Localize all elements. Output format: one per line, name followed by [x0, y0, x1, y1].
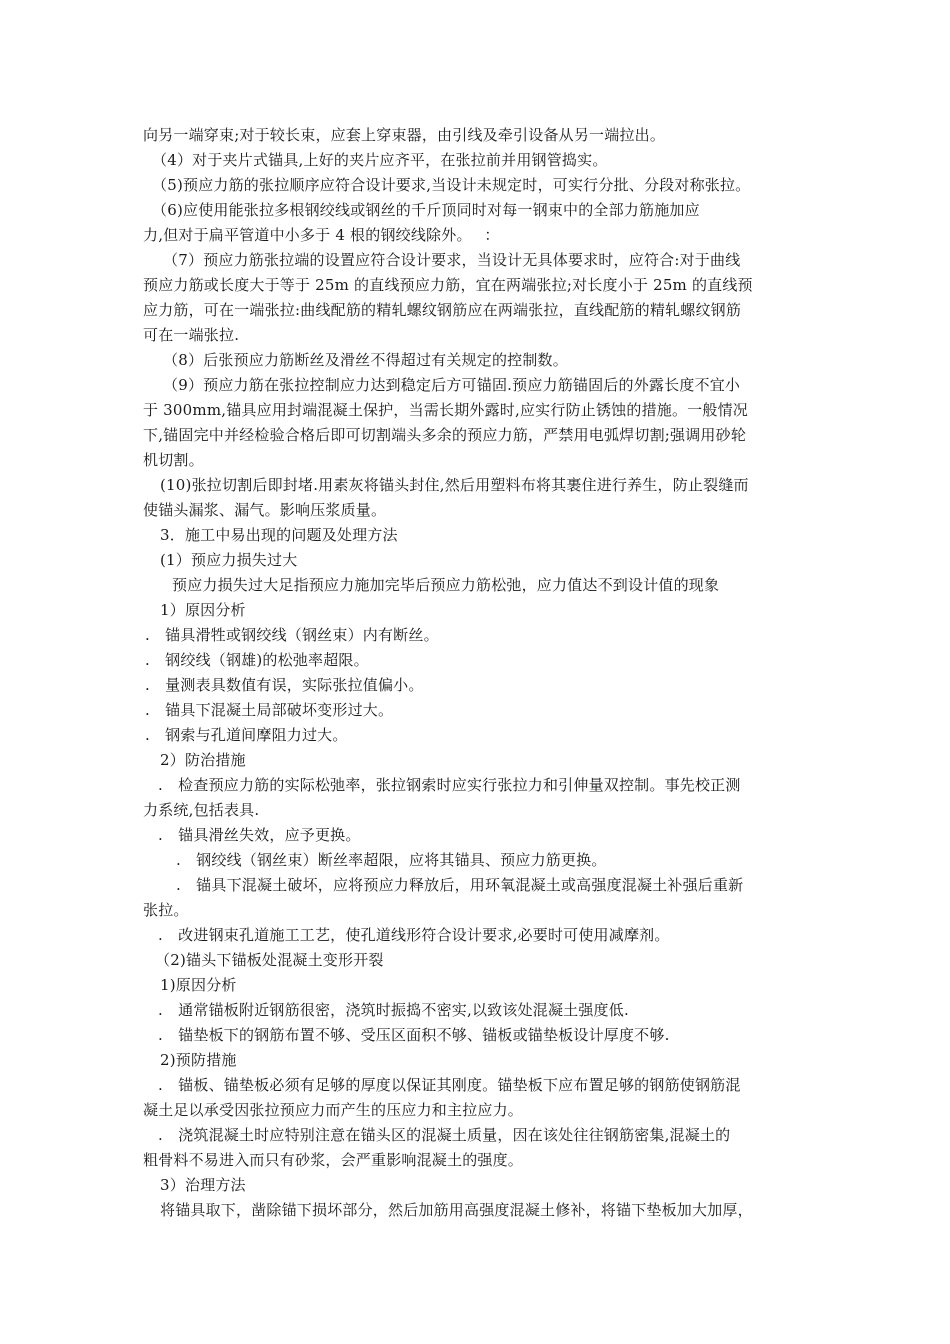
list-item: . 钢绞线（钢雄)的松弛率超限。 — [145, 651, 369, 669]
text-line: 应力筋，可在一端张拉:曲线配筋的精轧螺纹钢筋应在两端张拉，直线配筋的精轧螺纹钢筋 — [143, 301, 742, 319]
subsection-heading: 2)预防措施 — [160, 1051, 237, 1069]
text-line: （8）后张预应力筋断丝及滑丝不得超过有关规定的控制数。 — [163, 351, 568, 369]
subsection-heading: (1）预应力损失过大 — [160, 551, 298, 569]
list-item: . 锚板、锚垫板必须有足够的厚度以保证其刚度。锚垫板下应布置足够的钢筋使钢筋混 — [158, 1076, 741, 1094]
text-line: 机切割。 — [143, 451, 204, 469]
subsection-heading: （2)锚头下锚板处混凝土变形开裂 — [155, 951, 384, 969]
text-line: 粗骨料不易进入而只有砂浆，会严重影响混凝土的强度。 — [143, 1151, 524, 1169]
text-line: 向另一端穿束;对于较长束，应套上穿束器，由引线及牵引设备从另一端拉出。 — [143, 126, 666, 144]
list-item: . 钢绞线（钢丝束）断丝率超限，应将其锚具、预应力筋更换。 — [176, 851, 607, 869]
list-item: . 锚具滑牲或钢绞线（钢丝束）内有断丝。 — [145, 626, 439, 644]
list-item: . 改进钢束孔道施工工艺，使孔道线形符合设计要求,必要时可使用减摩剂。 — [158, 926, 670, 944]
list-item: . 通常锚板附近钢筋很密，浇筑时振捣不密实,以致该处混凝土强度低. — [158, 1001, 629, 1019]
subsection-heading: 2）防治措施 — [160, 751, 246, 769]
list-item: . 检查预应力筋的实际松弛率，张拉钢索时应实行张拉力和引伸量双控制。事先校正测 — [158, 776, 741, 794]
subsection-heading: 1)原因分析 — [160, 976, 237, 994]
text-line: 可在一端张拉. — [143, 326, 240, 344]
list-item: . 钢索与孔道间摩阻力过大。 — [145, 726, 348, 744]
section-heading: 3．施工中易出现的问题及处理方法 — [160, 526, 398, 544]
list-item: . 锚具滑丝失效，应予更换。 — [158, 826, 361, 844]
text-line: （7）预应力筋张拉端的设置应符合设计要求，当设计无具体要求时，应符合:对于曲线 — [163, 251, 741, 269]
text-line: 使锚头漏浆、漏气。影响压浆质量。 — [143, 501, 387, 519]
text-line: 预应力损失过大足指预应力施加完毕后预应力筋松弛，应力值达不到设计值的现象 — [172, 576, 720, 594]
text-line: 力系统,包括表具. — [143, 801, 260, 819]
subsection-heading: 3）治理方法 — [160, 1176, 246, 1194]
text-line: 下,锚固完中并经检验合格后即可切割端头多余的预应力筋，严禁用电弧焊切割;强调用砂轮 — [143, 426, 747, 444]
list-item: . 量测表具数值有误，实际张拉值偏小。 — [145, 676, 424, 694]
text-line: （5)预应力筋的张拉顺序应符合设计要求,当设计未规定时，可实行分批、分段对称张拉。 — [152, 176, 751, 194]
text-line: （4）对于夹片式锚具,上好的夹片应齐平，在张拉前并用钢管捣实。 — [152, 151, 608, 169]
text-line: 张拉。 — [143, 901, 189, 919]
text-line: （6)应使用能张拉多根钢绞线或钢丝的千斤顶同时对每一钢束中的全部力筋施加应 — [152, 201, 700, 219]
text-line: 于 300mm,锚具应用封端混凝土保护，当需长期外露时,应实行防止锈蚀的措施。一般情况 — [143, 401, 748, 419]
text-line: 预应力筋或长度大于等于 25m 的直线预应力筋，宜在两端张拉;对长度小于 25m 的直线预 — [143, 276, 753, 294]
text-line: 凝土足以承受因张拉预应力而产生的压应力和主拉应力。 — [143, 1101, 524, 1119]
text-line: 将锚具取下，凿除锚下损坏部分，然后加筋用高强度混凝土修补，将锚下垫板加大加厚， — [160, 1201, 753, 1219]
text-line: 力,但对于扁平管道中小多于 4 根的钢绞线除外。 ： — [143, 226, 500, 244]
list-item: . 锚垫板下的钢筋布置不够、受压区面积不够、锚板或锚垫板设计厚度不够. — [158, 1026, 670, 1044]
list-item: . 锚具下混凝土破坏，应将预应力释放后，用环氧混凝土或高强度混凝土补强后重新 — [176, 876, 744, 894]
text-line: (10)张拉切割后即封堵.用素灰将锚头封住,然后用塑料布将其裹住进行养生，防止裂缝而 — [160, 476, 749, 494]
text-line: （9）预应力筋在张拉控制应力达到稳定后方可锚固.预应力筋锚固后的外露长度不宜小 — [163, 376, 741, 394]
list-item: . 浇筑混凝土时应特别注意在锚头区的混凝土质量，因在该处往往钢筋密集,混凝土的 — [158, 1126, 731, 1144]
subsection-heading: 1）原因分析 — [160, 601, 246, 619]
list-item: . 锚具下混凝土局部破坏变形过大。 — [145, 701, 394, 719]
